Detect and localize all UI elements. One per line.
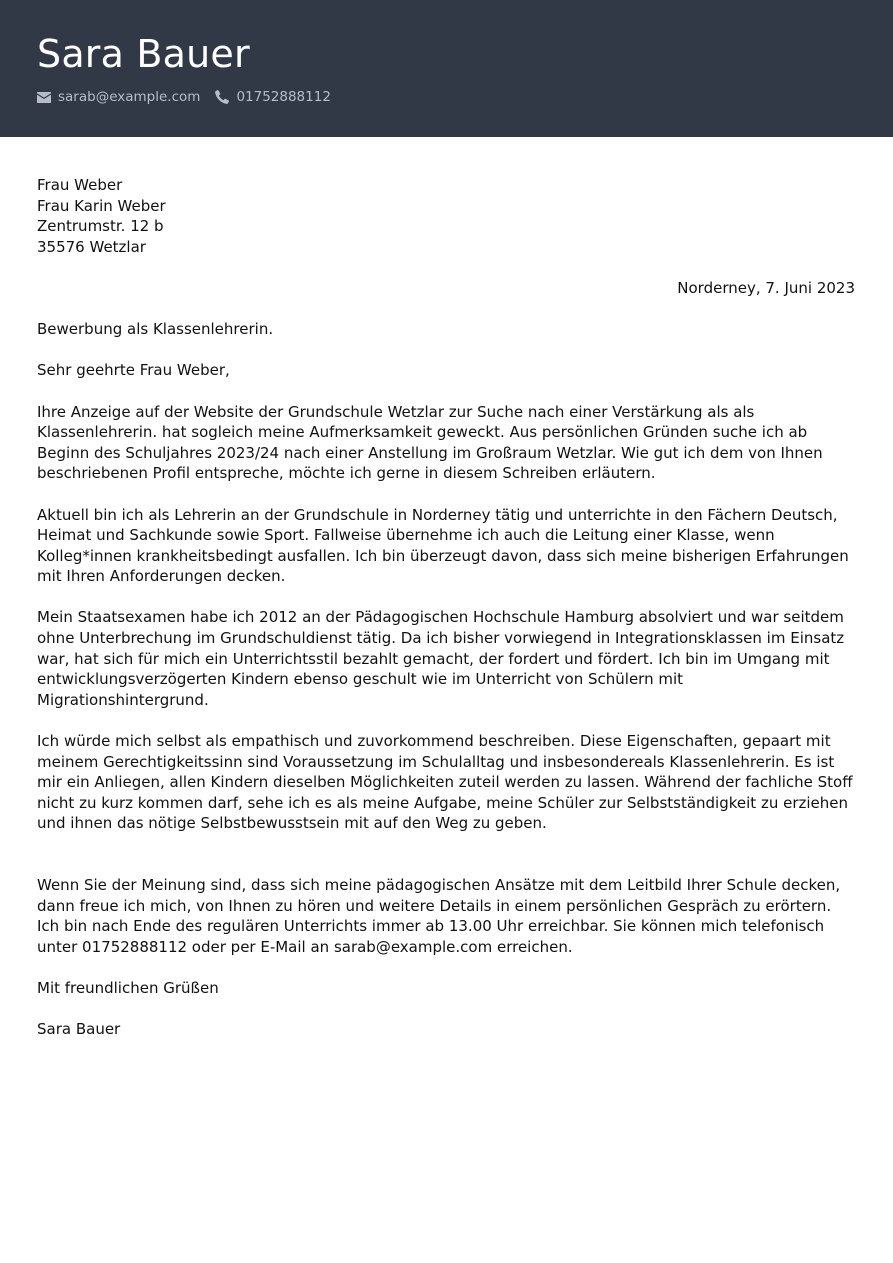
phone-text: 01752888112 <box>236 89 331 105</box>
recipient-line: Zentrumstr. 12 b <box>37 217 164 236</box>
recipient-line: Frau Weber <box>37 176 123 194</box>
contact-email <box>37 88 200 106</box>
salutation: Sehr geehrte Frau Weber, <box>37 361 230 380</box>
letter-body <box>0 137 893 1040</box>
signature: Sara Bauer <box>37 1020 121 1039</box>
closing: Mit freundlichen Grüßen <box>37 979 219 998</box>
contact-info <box>37 88 856 106</box>
recipient-address <box>37 175 855 257</box>
letter-date: Norderney, 7. Juni 2023 <box>677 278 855 297</box>
body-paragraph: Ich würde mich selbst als empathisch und zuvorkommend beschreiben. Diese Eigenschaften, gepaart mit meinem Gerechtigkeitssinn sind Voraussetzung im Schulalltag und insbesondereals Klassenlehrerin. Es ist mir ein Anliegen, allen Kindern dieselben Möglichkeiten zuteil werden zu lassen. Während der fachliche Stoff nicht zu kurz kommen darf, sehe ich es als meine Aufgabe, meine Schüler zur Selbstständigkeit zu erziehen und ihnen das nötige Selbstbewusstsein mit auf den Weg zu geben. <box>37 732 853 833</box>
body-paragraph: Mein Staatsexamen habe ich 2012 an der Pädagogischen Hochschule Hamburg absolviert und war seitdem ohne Unterbrechung im Grundschuldienst tätig. Da ich bisher vorwiegend in Integrationsklassen im Einsatz war, hat sich für mich ein Unterrichtsstil bezahlt gemacht, der fordert und fördert. Ich bin im Umgang mit entwicklungsverzögerten Kindern ebenso geschult wie im Unterricht von Schülern mit Migrationshintergrund. <box>37 608 845 709</box>
recipient-line: Frau Karin Weber <box>37 196 166 215</box>
body-paragraph: Ihre Anzeige auf der Website der Grundschule Wetzlar zur Suche nach einer Verstärkung als als Klassenlehrerin. hat sogleich meine Aufmerksamkeit geweckt. Aus persönlichen Gründen suche ich ab Beginn des Schuljahres 2023/24 nach einer Anstellung im Großraum Wetzlar. Wie gut ich dem von Ihnen beschriebenen Profil entspreche, möchte ich gerne in diesem Schreiben erläutern. <box>37 402 823 483</box>
body-paragraph: Wenn Sie der Meinung sind, dass sich meine pädagogischen Ansätze mit dem Leitbild Ihrer Schule decken, dann freue ich mich, von Ihnen zu hören und weitere Details in einem persönlichen Gespräch zu erörtern. Ich bin nach Ende des regulären Unterrichts immer ab 13.00 Uhr erreichbar. Sie können mich telefonisch unter 01752888112 oder per E-Mail an sarab@example.com erreichen. <box>37 876 841 956</box>
letter-header <box>0 0 893 137</box>
envelope-icon <box>37 92 51 103</box>
body-paragraph: Aktuell bin ich als Lehrerin an der Grundschule in Norderney tätig und unterrichte in den Fächern Deutsch, Heimat und Sachkunde sowie Sport. Fallweise übernehme ich auch die Leitung einer Klasse, wenn Kolleg*innen krankheitsbedingt ausfallen. Ich bin überzeugt davon, dass sich meine bisherigen Erfahrungen mit Ihren Anforderungen decken. <box>37 505 849 586</box>
sender-name: Sara Bauer <box>37 32 250 76</box>
subject-line: Bewerbung als Klassenlehrerin. <box>37 320 274 339</box>
email-text: sarab@example.com <box>58 89 201 105</box>
phone-icon <box>215 90 229 104</box>
recipient-line: 35576 Wetzlar <box>37 237 146 256</box>
spacer <box>37 834 855 855</box>
contact-phone <box>215 88 330 106</box>
